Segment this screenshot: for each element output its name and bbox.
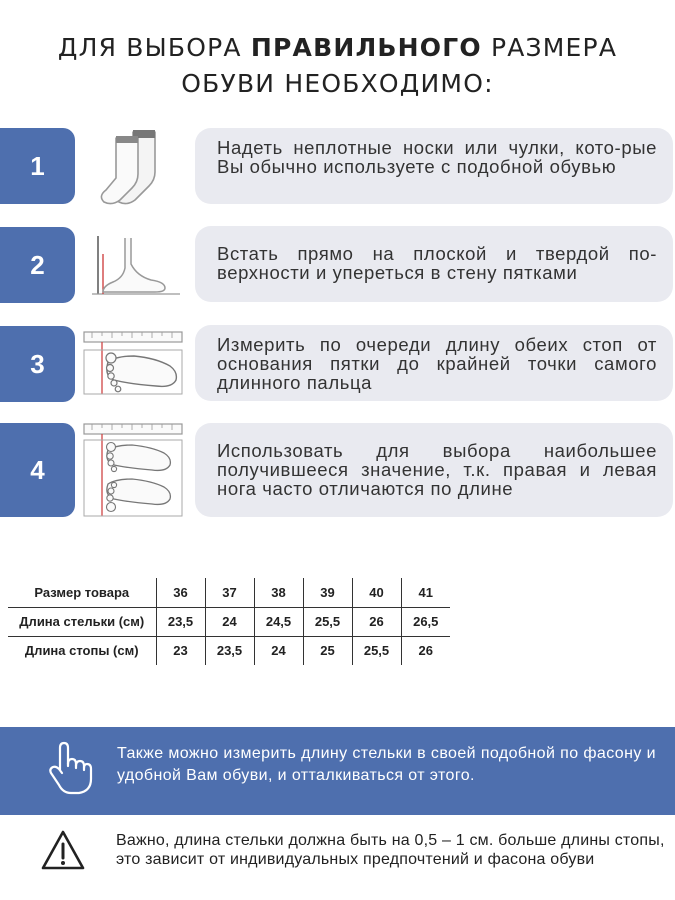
table-cell: 26	[352, 607, 401, 636]
table-cell: 36	[156, 578, 205, 607]
row-label: Размер товара	[34, 584, 130, 600]
step-text-2: Встать прямо на плоской и твердой по-верхности и упереться в стену пятками	[195, 226, 673, 302]
step-number-3: 3	[0, 326, 75, 402]
table-cell: 25	[303, 636, 352, 665]
step-number-1: 1	[0, 128, 75, 204]
table-cell: 26,5	[401, 607, 450, 636]
foot-measure-icon	[80, 322, 185, 402]
table-cell: 24	[254, 636, 303, 665]
table-cell: 41	[401, 578, 450, 607]
step-text-3: Измерить по очереди длину обеих стоп от основания пятки до крайней точки самого длинного пальца	[195, 325, 673, 401]
table-cell: 23	[156, 636, 205, 665]
table-row	[8, 636, 450, 665]
table-cell: 38	[254, 578, 303, 607]
step-number-4: 4	[0, 423, 75, 517]
row-label: Длина стельки (см)	[8, 607, 156, 636]
step-text-4: Использовать для выбора наибольшее получившееся значение, т.к. правая и левая нога часто отличаются по длине	[195, 423, 673, 517]
warning-icon	[40, 828, 86, 874]
row-label: Длина стопы (см)	[24, 643, 139, 659]
table-row	[8, 578, 450, 607]
table-cell: 40	[352, 578, 401, 607]
table-cell: 24,5	[254, 607, 303, 636]
table-cell: 23,5	[205, 636, 254, 665]
sock-icon	[80, 126, 185, 206]
table-cell: 26	[401, 636, 450, 665]
two-feet-measure-icon	[80, 420, 185, 520]
page-title: ДЛЯ ВЫБОРА ПРАВИЛЬНОГО РАЗМЕРА ОБУВИ НЕОБХОДИМО:	[57, 33, 618, 98]
foot-wall-icon	[80, 224, 185, 304]
hand-pointer-icon	[44, 740, 94, 796]
step-text-1: Надеть неплотные носки или чулки, кото-рые Вы обычно используете с подобной обувью	[195, 128, 673, 204]
table-cell: 24	[205, 607, 254, 636]
step-number-2: 2	[0, 227, 75, 303]
size-table	[8, 578, 450, 665]
warning-text: Важно, длина стельки должна быть на 0,5 – 1 см. больше длины стопы, это зависит от индивидуальных предпочтений и фасона обуви	[116, 832, 665, 868]
table-row	[8, 607, 450, 636]
table-cell: 25,5	[303, 607, 352, 636]
table-cell: 23,5	[156, 607, 205, 636]
table-cell: 39	[303, 578, 352, 607]
table-cell: 37	[205, 578, 254, 607]
table-cell: 25,5	[352, 636, 401, 665]
tip-text: Также можно измерить длину стельки в своей подобной по фасону и удобной Вам обуви, и отталкиваться от этого.	[117, 745, 656, 784]
